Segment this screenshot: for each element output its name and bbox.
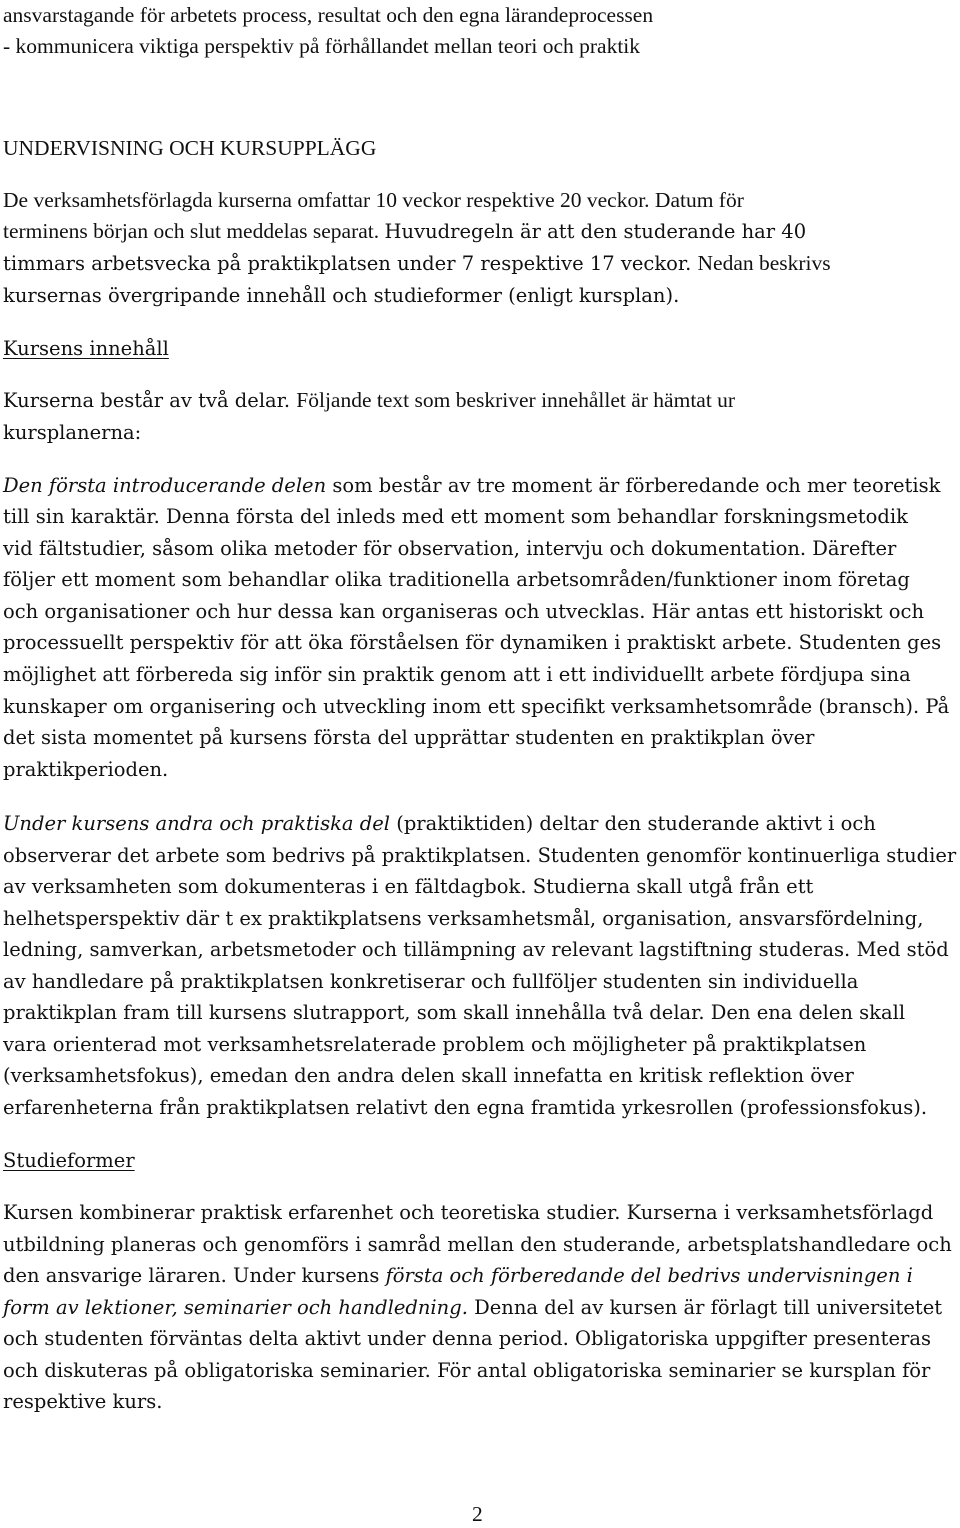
paragraph-line: följer ett moment som behandlar olika traditionella arbetsområden/funktioner inom företag [3,568,910,591]
paragraph-text: som består av tre moment är förberedande och mer teoretisk [326,474,941,497]
paragraph-line: (verksamhetsfokus), emedan den andra delen skall innefatta en kritisk reflektion över [3,1064,854,1087]
paragraph-text: terminens början och slut meddelas separat. [3,219,385,243]
paragraph-line: till sin karaktär. Denna första del inleds med ett moment som behandlar forskningsmetodik [3,505,908,528]
paragraph-line: kursplanerna: [3,421,142,444]
paragraph-line: och diskuteras på obligatoriska seminarier. För antal obligatoriska seminarier se kursplan för [3,1359,931,1382]
paragraph-line: det sista momentet på kursens första del upprättar studenten en praktikplan över [3,726,815,749]
paragraph-text: (praktiktiden) deltar den studerande aktivt i och [390,812,876,835]
paragraph-line [3,385,735,416]
paragraph-line: praktikplan fram till kursens slutrapport, som skall innehålla två delar. Den ena delen skall [3,1001,906,1024]
italic-phrase: Under kursens andra och praktiska del [3,812,391,835]
paragraph-line: av verksamheten som dokumenteras i en fältdagbok. Studierna skall utgå från ett [3,875,814,898]
intro-line: ansvarstagande för arbetets process, resultat och den egna lärandeprocessen [3,3,654,27]
page-number: 2 [472,1502,483,1526]
paragraph-line: ledning, samverkan, arbetsmetoder och tillämpning av relevant lagstiftning studeras. Med stöd [3,938,949,961]
paragraph-line: respektive kurs. [3,1390,163,1413]
paragraph-line: helhetsperspektiv där t ex praktikplatsens verksamhetsmål, organisation, ansvarsfördelning, [3,907,924,930]
paragraph-text: Kurserna består av två delar. [3,389,297,412]
paragraph-line: Kursen kombinerar praktisk erfarenhet och teoretiska studier. Kurserna i verksamhetsförlagd [3,1201,934,1224]
paragraph-line: utbildning planeras och genomförs i samråd mellan den studerande, arbetsplatshandledare och [3,1233,952,1256]
paragraph-line [3,808,876,839]
paragraph-line: vid fältstudier, såsom olika metoder för observation, intervju och dokumentation. Därefter [3,537,897,560]
subheading-course-content: Kursens innehåll [3,337,169,360]
paragraph-line [3,1260,913,1291]
paragraph-line: och studenten förväntas delta aktivt under denna period. Obligatoriska uppgifter presenteras [3,1327,931,1350]
paragraph-line: kursernas övergripande innehåll och studieformer (enligt kursplan). [3,284,680,307]
section-heading: UNDERVISNING OCH KURSUPPLÄGG [3,136,377,160]
paragraph-text: den ansvarige läraren. Under kursens [3,1264,386,1287]
paragraph-line: vara orienterad mot verksamhetsrelaterade problem och möjligheter på praktikplatsen [3,1033,867,1056]
paragraph-line: observerar det arbete som bedrivs på praktikplatsen. Studenten genomför kontinuerliga studier [3,844,957,867]
paragraph-text: Nedan beskrivs [697,251,831,275]
paragraph-text: timmars arbetsvecka på praktikplatsen under 7 respektive 17 veckor. [3,252,698,275]
paragraph-text: Huvudregeln är att den studerande har 40 [384,220,807,243]
paragraph-line: praktikperioden. [3,758,169,781]
subheading-study-forms: Studieformer [3,1149,135,1172]
paragraph-line: erfarenheterna från praktikplatsen relativt den egna framtida yrkesrollen (professionsfokus). [3,1096,928,1119]
paragraph-line: De verksamhetsförlagda kurserna omfattar 10 veckor respektive 20 veckor. Datum för [3,188,744,212]
paragraph-line: av handledare på praktikplatsen konkretiserar och fullföljer studenten sin individuella [3,970,859,993]
paragraph-line [3,1292,942,1323]
paragraph-text: Denna del av kursen är förlagt till universitetet [467,1296,943,1319]
paragraph-line [3,216,806,247]
paragraph-line [3,470,940,501]
paragraph-line: och organisationer och hur dessa kan organiseras och utvecklas. Här antas ett historiskt och [3,600,925,623]
paragraph-text: Följande text som beskriver innehållet är hämtat ur [296,388,736,412]
paragraph-line: möjlighet att förbereda sig inför sin praktik genom att i ett individuellt arbete fördjupa sina [3,663,911,686]
italic-phrase: Den första introducerande delen [3,474,327,497]
intro-line: - kommunicera viktiga perspektiv på förhållandet mellan teori och praktik [3,34,641,58]
paragraph-line: processuellt perspektiv för att öka förståelsen för dynamiken i praktiskt arbete. Studenten ges [3,631,942,654]
paragraph-line [3,248,831,279]
paragraph-line: kunskaper om organisering och utveckling inom ett specifikt verksamhetsområde (bransch). På [3,695,950,718]
italic-phrase: form av lektioner, seminarier och handledning. [3,1296,468,1319]
italic-phrase: första och förberedande del bedrivs undervisningen i [385,1264,913,1287]
